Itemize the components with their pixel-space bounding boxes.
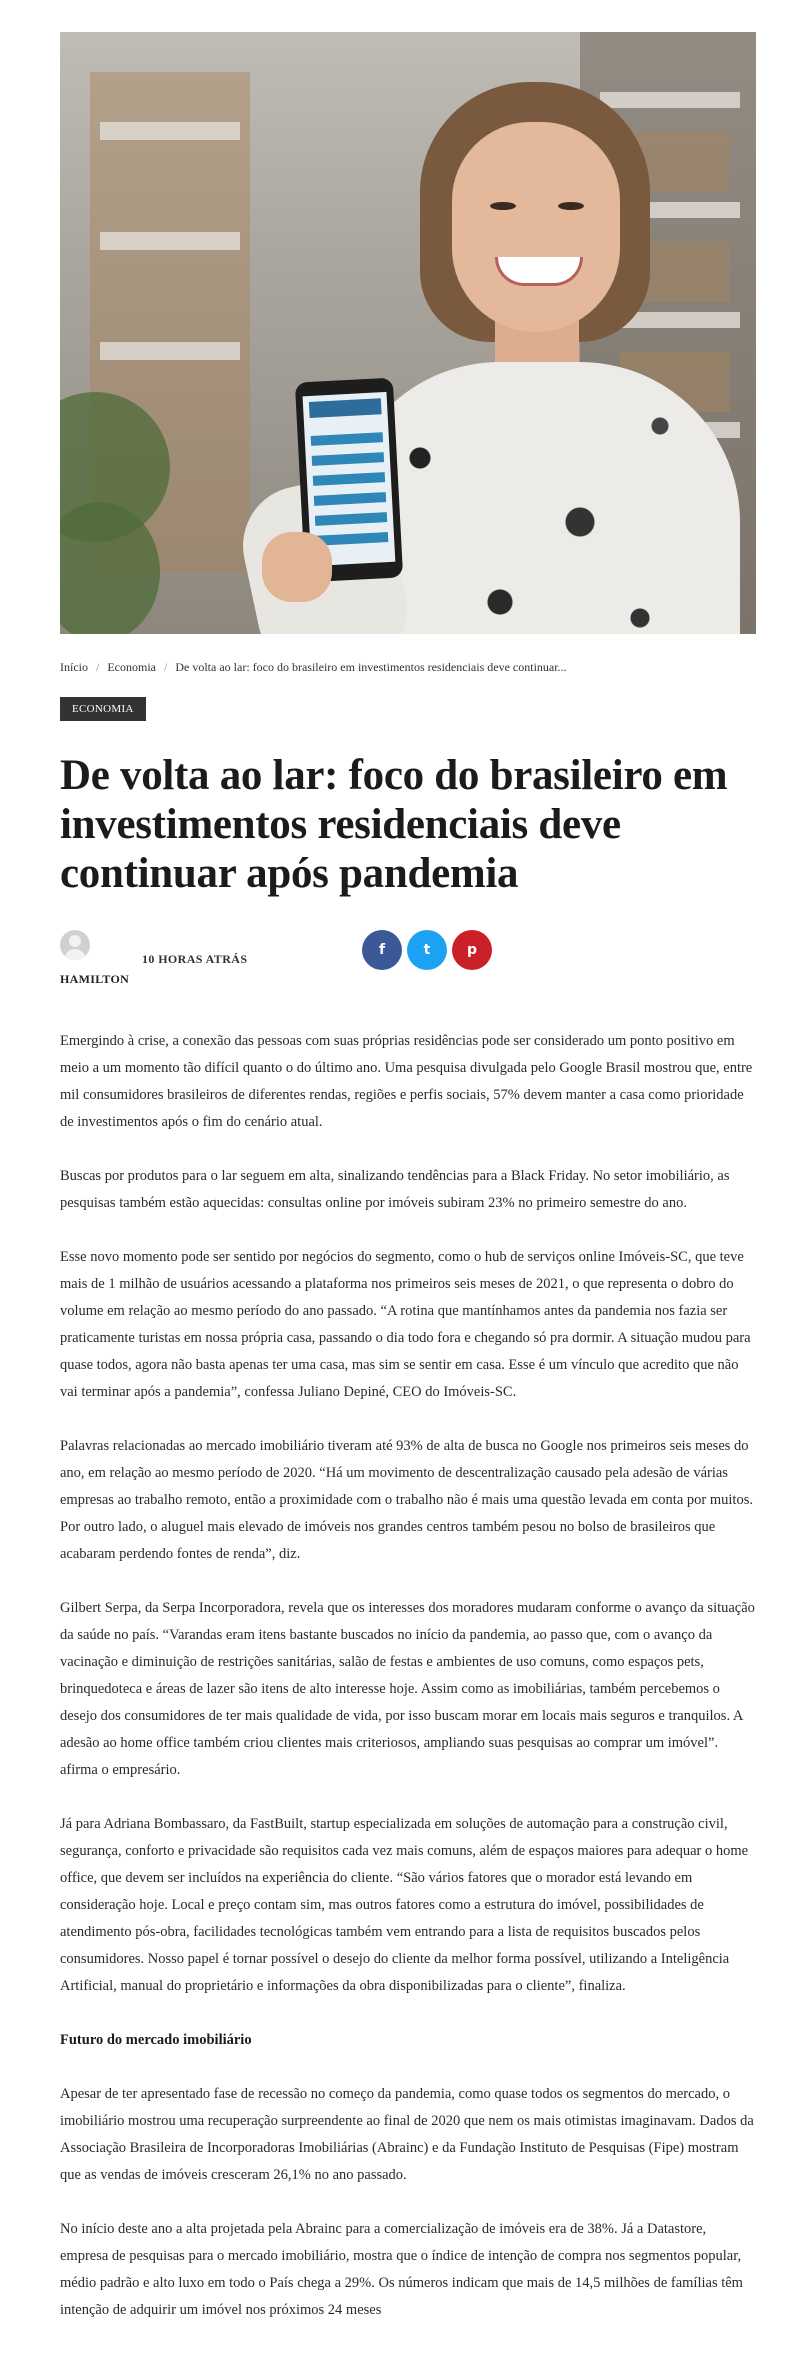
breadcrumb-home[interactable]: Início [60, 660, 88, 674]
paragraph: Palavras relacionadas ao mercado imobiliário tiveram até 93% de alta de busca no Google nos primeiros seis meses do ano, em relação ao mesmo período de 2020. “Há um movimento de descentralização causado pela adesão de várias empresas ao trabalho remoto, então a proximidade com o trabalho não é mais uma questão levada em conta por muitos. Por outro lado, o aluguel mais elevado de imóveis nos grandes centros também pesou no bolso de brasileiros que acabaram perdendo fontes de renda”, diz. [60, 1438, 753, 1562]
share-buttons [362, 930, 492, 970]
author-name[interactable]: HAMILTON [60, 972, 130, 986]
article-meta [60, 930, 756, 998]
facebook-share-button[interactable]: f [362, 930, 402, 970]
breadcrumb-section[interactable]: Economia [107, 660, 156, 674]
pinterest-share-button[interactable]: p [452, 930, 492, 970]
paragraph: Gilbert Serpa, da Serpa Incorporadora, revela que os interesses dos moradores mudaram conforme o avanço da situação da saúde no país. “Varandas eram itens bastante buscados no início da pandemia, ao passo que, com o avanço da vacinação e diminuição de restrições sanitárias, salão de festas e ambientes de uso comuns, como espaços pets, brinquedoteca e áreas de lazer são itens de alto interesse hoje. Assim como as imobiliárias, também percebemos o desejo dos consumidores de ter mais qualidade de vida, por isso buscam morar em locais mais seguros e tranquilos. A adesão ao home office também criou clientes mais criteriosos, ampliando suas pesquisas ao comprar um imóvel”. afirma o empresário. [60, 1600, 755, 1778]
author-avatar[interactable] [60, 930, 90, 960]
paragraph: Emergindo à crise, a conexão das pessoas com suas próprias residências pode ser considerado um ponto positivo em meio a um momento tão difícil quanto o do último ano. Uma pesquisa divulgada pelo Google Brasil mostrou que, entre mil consumidores brasileiros de diferentes rendas, regiões e perfis sociais, 57% devem manter a casa como prioridade de investimentos após o fim do cenário atual. [60, 1033, 753, 1130]
published-time: 10 HORAS ATRÁS [142, 952, 248, 966]
paragraph: Esse novo momento pode ser sentido por negócios do segmento, como o hub de serviços online Imóveis-SC, que teve mais de 1 milhão de usuários acessando a plataforma nos primeiros seis meses de 2021, o que representa o dobro do volume em relação ao mesmo período do ano passado. “A rotina que mantínhamos antes da pandemia nos fazia ser praticamente turistas em nossa própria casa, passando o dia todo fora e chegando só pra dormir. A situação mudou para quase todos, agora não basta apenas ter uma casa, mas sim se sentir em casa. Esse é um vínculo que acredito que não vai terminar após a pandemia”, confessa Juliano Depiné, CEO do Imóveis-SC. [60, 1249, 751, 1400]
category-badge[interactable]: ECONOMIA [60, 697, 146, 721]
breadcrumb-separator: / [96, 660, 100, 674]
paragraph: Já para Adriana Bombassaro, da FastBuilt, startup especializada em soluções de automação para a construção civil, segurança, conforto e privacidade são requisitos cada vez mais comuns, além de espaços maiores para adequar o home office, que devem ser incluídos na experiência do cliente. “São vários fatores que o morador está levando em consideração hoje. Local e preço contam sim, mas outros fatores como a estrutura do imóvel, possibilidades de atendimento pós-obra, facilidades tecnológicas também vem entrando para a lista de requisitos buscados pelos consumidores. Nosso papel é tornar possível o desejo do cliente da melhor forma possível, utilizando a Inteligência Artificial, manual do proprietário e informações da obra disponibilizadas para o cliente”, finaliza. [60, 1816, 749, 1994]
paragraph: No início deste ano a alta projetada pela Abrainc para a comercialização de imóveis era de 38%. Já a Datastore, empresa de pesquisas para o mercado imobiliário, mostra que o índice de intenção de compra nos segmentos popular, médio padrão e alto luxo em todo o País chega a 29%. Os números indicam que mais de 14,5 milhões de famílias têm intenção de adquirir um imóvel nos próximos 24 meses [60, 2221, 743, 2318]
breadcrumb [60, 660, 756, 675]
breadcrumb-separator: / [164, 660, 168, 674]
breadcrumb-current: De volta ao lar: foco do brasileiro em investimentos residenciais deve continuar... [175, 660, 567, 674]
twitter-share-button[interactable]: t [407, 930, 447, 970]
paragraph: Buscas por produtos para o lar seguem em alta, sinalizando tendências para a Black Friday. No setor imobiliário, as pesquisas também estão aquecidas: consultas online por imóveis subiram 23% no primeiro semestre do ano. [60, 1168, 730, 1211]
paragraph: Apesar de ter apresentado fase de recessão no começo da pandemia, como quase todos os segmentos do mercado, o imobiliário mostrou uma recuperação surpreendente ao final de 2020 que nem os mais otimistas imaginavam. Dados da Associação Brasileira de Incorporadoras Imobiliárias (Abrainc) e da Fundação Instituto de Pesquisas (Fipe) mostram que as vendas de imóveis cresceram 26,1% no ano passado. [60, 2086, 754, 2183]
woman-holding-phone [190, 62, 730, 634]
hero-image [60, 32, 756, 634]
article-body [60, 1028, 756, 2324]
section-heading: Futuro do mercado imobiliário [60, 2032, 252, 2048]
article [60, 32, 756, 2351]
article-title: De volta ao lar: foco do brasileiro em investimentos residenciais deve continuar após pandemia [60, 752, 728, 897]
